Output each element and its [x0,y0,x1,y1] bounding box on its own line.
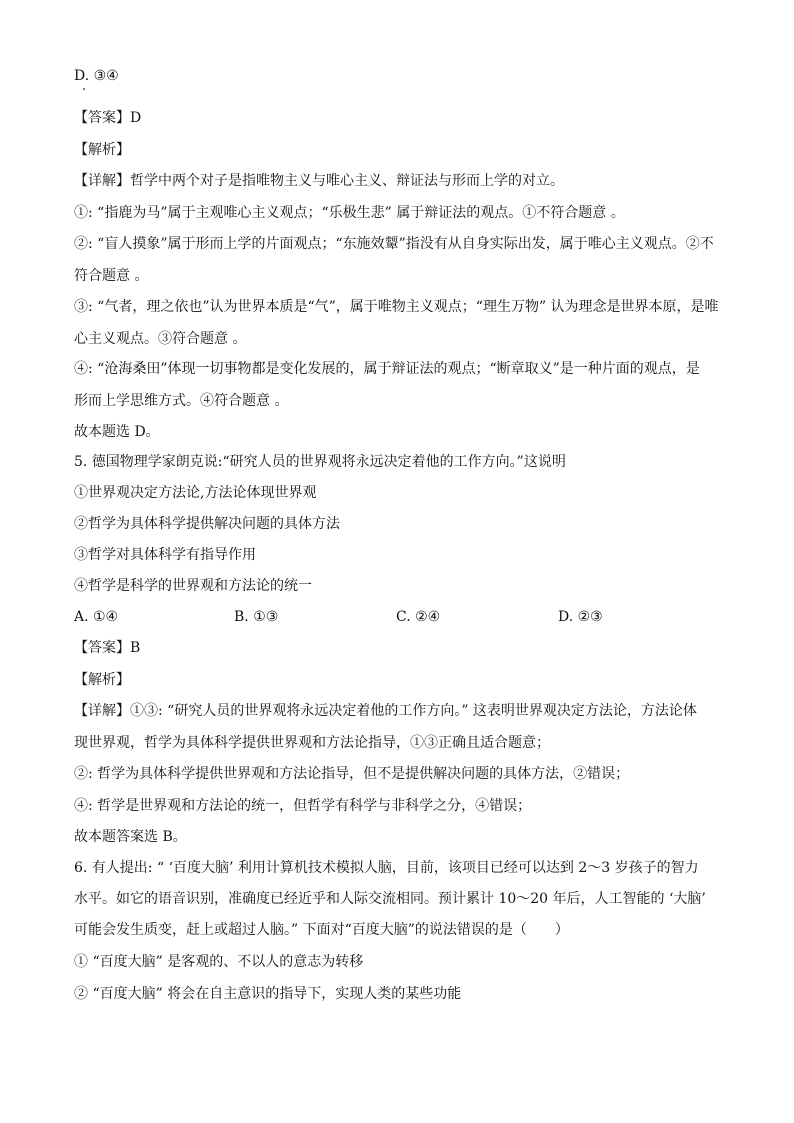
prev-point-3b: 心主义观点。③符合题意 。 [74,331,247,347]
q5-stem: 5. 德国物理学家朗克说:“研究人员的世界观将永远决定着他的工作方向。”这说明 [74,454,566,470]
q6-stem-c: 可能会发生质变，赶上或超过人脑。” 下面对“百度大脑”的说法错误的是（ ） [74,922,569,938]
stray-dot [83,88,85,90]
q6-statement-2: ② “百度大脑” 将会在自主意识的指导下，实现人类的某些功能 [74,986,462,1002]
q5-statement-2: ②哲学为具体科学提供解决问题的具体方法 [74,516,340,532]
q5-statement-1: ①世界观决定方法论,方法论体现世界观 [74,485,317,501]
q5-analysis-heading: 【解析】 [74,672,130,688]
prev-point-2b: 符合题意 。 [74,268,149,284]
prev-point-4b: 形而上学思维方式。④符合题意 。 [74,393,289,409]
q5-option-d: D. ②③ [558,609,603,625]
q6-statement-1: ① “百度大脑” 是客观的、不以人的意志为转移 [74,954,364,970]
q5-detail-a: 【详解】①③: “研究人员的世界观将永远决定着他的工作方向。” 这表明世界观决定方法论，方法论体 [74,703,697,719]
q5-options [74,607,724,627]
q5-answer: 【答案】B [74,640,141,656]
q5-option-c: C. ②④ [396,609,441,625]
q5-conclusion: 故本题答案选 B。 [74,829,187,845]
prev-point-3a: ③: “气者，理之依也”认为世界本质是“气”，属于唯物主义观点；“理生万物” 认为理念是世界本原，是唯 [74,299,719,315]
prev-conclusion: 故本题选 D。 [74,424,160,440]
prev-point-4a: ④: “沧海桑田”体现一切事物都是变化发展的，属于辩证法的观点；“断章取义”是一种片面的观点，是 [74,361,700,377]
q5-point-2: ②: 哲学为具体科学提供世界观和方法论指导，但不是提供解决问题的具体方法，②错误； [74,766,630,782]
prev-option-d: D. ③④ [74,68,119,84]
prev-point-1: ①: “指鹿为马”属于主观唯心主义观点；“乐极生悲” 属于辩证法的观点。①不符合题意 。 [74,205,625,221]
q5-detail-b: 现世界观，哲学为具体科学提供世界观和方法论指导，①③正确且适合题意； [74,735,550,751]
q5-statement-3: ③哲学对具体科学有指导作用 [74,547,256,563]
prev-analysis-heading: 【解析】 [74,142,130,158]
q5-option-a: A. ①④ [74,609,119,625]
q5-statement-4: ④哲学是科学的世界观和方法论的统一 [74,578,312,594]
q5-point-4: ④: 哲学是世界观和方法论的统一，但哲学有科学与非科学之分，④错误； [74,798,532,814]
q6-stem-a: 6. 有人提出: “ ‘百度大脑’ 利用计算机技术模拟人脑，目前，该项目已经可以达到 2～3 岁孩子的智力 [74,860,699,876]
prev-answer: 【答案】D [74,110,142,126]
q6-stem-b: 水平。如它的语音识别，准确度已经近乎和人际交流相同。预计累计 10～20 年后，人工智能的 ‘大脑’ [74,891,706,907]
q5-option-b: B. ①③ [234,609,279,625]
prev-point-2a: ②: “盲人摸象”属于形而上学的片面观点；“东施效颦”指没有从自身实际出发，属于唯心主义观点。②不 [74,236,714,252]
prev-detail: 【详解】哲学中两个对子是指唯物主义与唯心主义、辩证法与形而上学的对立。 [74,173,564,189]
